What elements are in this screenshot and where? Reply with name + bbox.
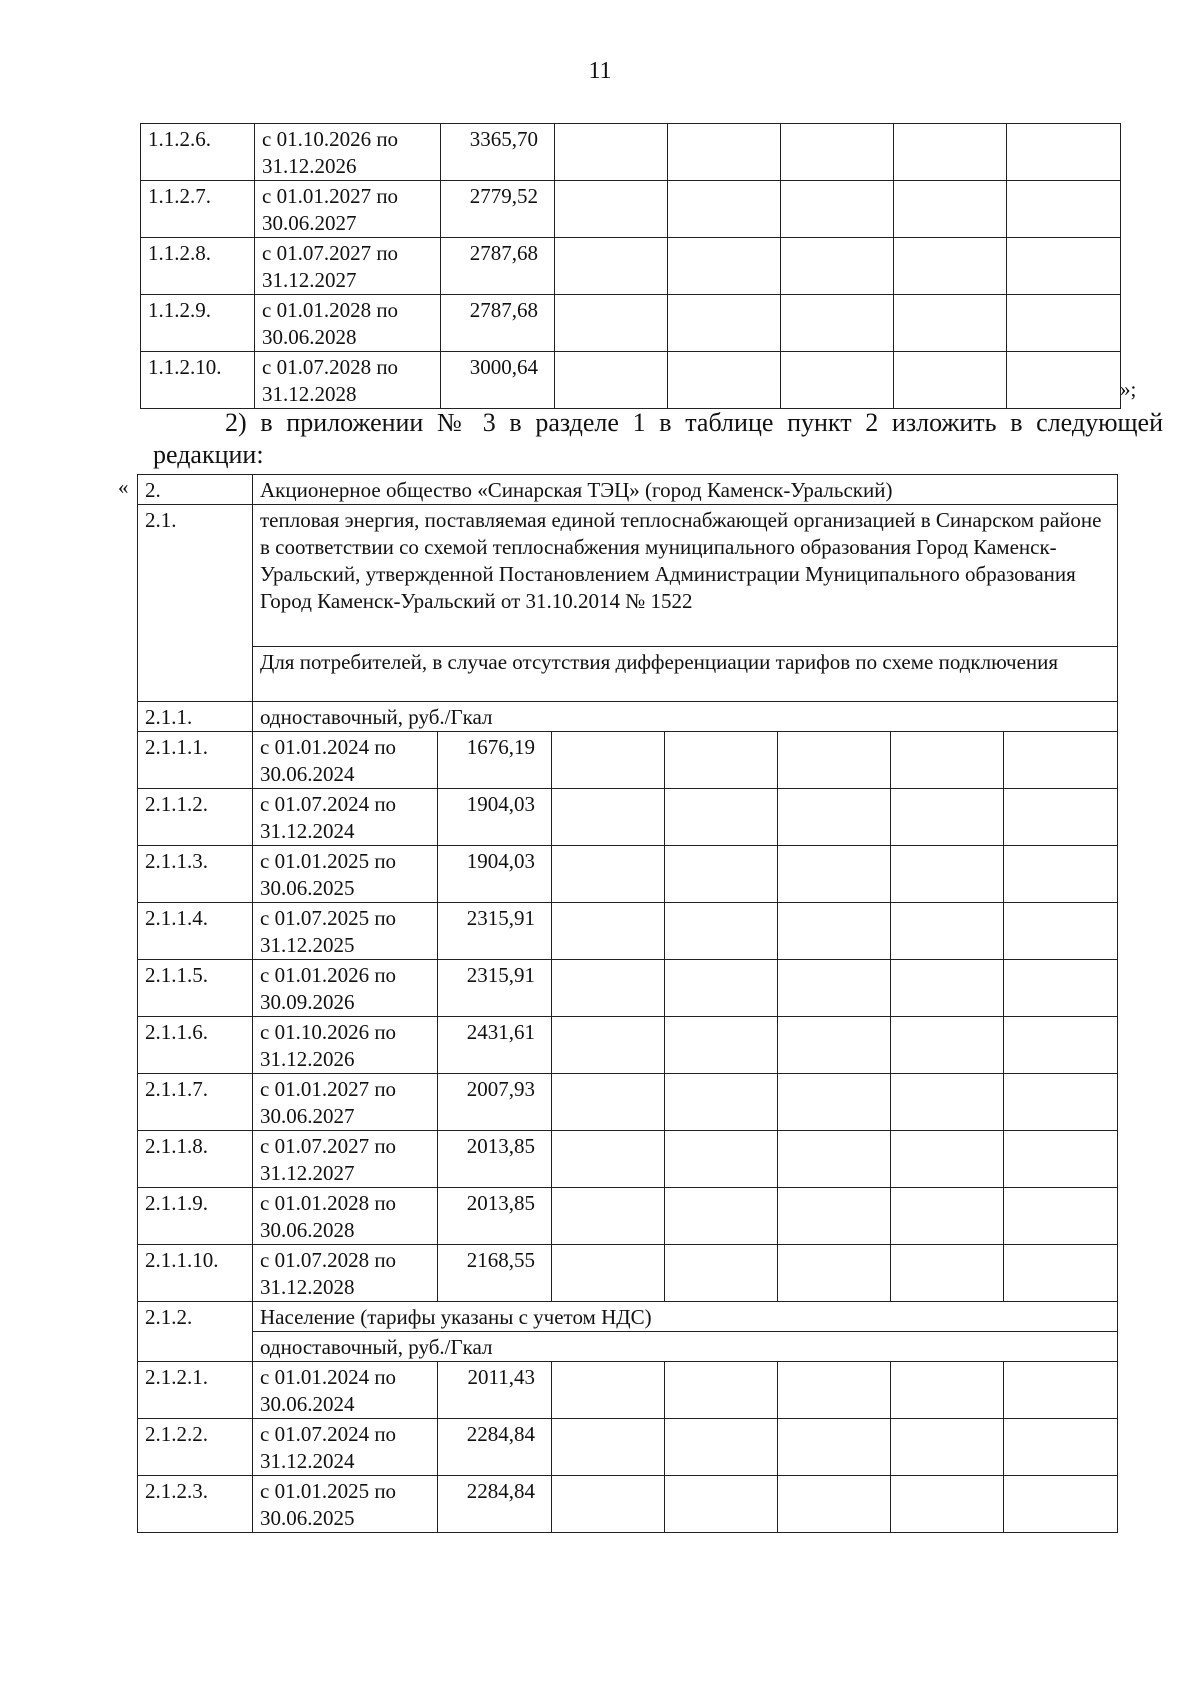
empty-cell: [665, 1017, 778, 1074]
empty-cell: [1004, 1017, 1118, 1074]
empty-cell: [552, 1419, 665, 1476]
item-2-1-1-row: [138, 702, 1118, 732]
tariff-value: 2013,85: [438, 1188, 552, 1245]
tariff-row: [138, 1074, 1118, 1131]
empty-cell: [891, 1476, 1004, 1533]
empty-cell: [891, 846, 1004, 903]
row-number: 2.1.2.2.: [138, 1419, 253, 1476]
empty-cell: [778, 1362, 891, 1419]
empty-cell: [1004, 789, 1118, 846]
tariff-value: 3365,70: [441, 124, 555, 181]
empty-cell: [1004, 1131, 1118, 1188]
empty-cell: [552, 1131, 665, 1188]
tariff-value: 1904,03: [438, 789, 552, 846]
empty-cell: [665, 789, 778, 846]
period-cell: с 01.01.2028 по 30.06.2028: [253, 1188, 438, 1245]
period-cell: с 01.10.2026 по 31.12.2026: [255, 124, 441, 181]
tariff-value: 2284,84: [438, 1476, 552, 1533]
empty-cell: [555, 238, 668, 295]
empty-cell: [891, 1131, 1004, 1188]
tariff-value: 2787,68: [441, 295, 555, 352]
empty-cell: [778, 903, 891, 960]
period-cell: с 01.01.2027 по 30.06.2027: [255, 181, 441, 238]
page-number: 11: [588, 58, 612, 84]
period-cell: с 01.07.2025 по 31.12.2025: [253, 903, 438, 960]
tariff-table-continued: [140, 123, 1121, 409]
row-number: 1.1.2.9.: [141, 295, 255, 352]
empty-cell: [1004, 1245, 1118, 1302]
empty-cell: [552, 732, 665, 789]
period-cell: с 01.07.2027 по 31.12.2027: [255, 238, 441, 295]
empty-cell: [1007, 295, 1121, 352]
tariff-row: [141, 124, 1121, 181]
item-2-1-2-number: 2.1.2.: [138, 1302, 253, 1362]
tariff-value: 2315,91: [438, 960, 552, 1017]
tariff-row: [138, 1419, 1118, 1476]
org-name: Акционерное общество «Синарская ТЭЦ» (город Каменск-Уральский): [253, 475, 1118, 505]
empty-cell: [665, 1476, 778, 1533]
empty-cell: [891, 1017, 1004, 1074]
tariff-row: [138, 1245, 1118, 1302]
empty-cell: [781, 124, 894, 181]
tariff-row: [138, 1017, 1118, 1074]
empty-cell: [891, 789, 1004, 846]
empty-cell: [552, 1476, 665, 1533]
empty-cell: [1004, 1476, 1118, 1533]
item-2-1-2-text: Население (тарифы указаны с учетом НДС): [253, 1302, 1118, 1332]
item-2-1-1-number: 2.1.1.: [138, 702, 253, 732]
row-number: 2.1.1.9.: [138, 1188, 253, 1245]
closing-quote: »;: [1120, 377, 1137, 401]
period-cell: с 01.07.2028 по 31.12.2028: [253, 1245, 438, 1302]
item-2-1-2-sub-text: одноставочный, руб./Гкал: [253, 1332, 1118, 1362]
tariff-row: [138, 903, 1118, 960]
empty-cell: [891, 903, 1004, 960]
tariff-value: 3000,64: [441, 352, 555, 409]
period-cell: с 01.01.2026 по 30.09.2026: [253, 960, 438, 1017]
empty-cell: [1007, 124, 1121, 181]
empty-cell: [891, 1074, 1004, 1131]
period-cell: с 01.01.2024 по 30.06.2024: [253, 732, 438, 789]
empty-cell: [778, 789, 891, 846]
amendment-paragraph: 2) в приложении № 3 в разделе 1 в таблице пункт 2 изложить в следующей редакции:: [153, 408, 1163, 469]
empty-cell: [668, 295, 781, 352]
tariff-value: 2007,93: [438, 1074, 552, 1131]
tariff-row: [138, 732, 1118, 789]
item-2-1-2-row: [138, 1302, 1118, 1332]
empty-cell: [552, 789, 665, 846]
empty-cell: [1004, 1362, 1118, 1419]
empty-cell: [894, 352, 1007, 409]
tariff-value: 2013,85: [438, 1131, 552, 1188]
tariff-value: 1676,19: [438, 732, 552, 789]
empty-cell: [781, 238, 894, 295]
empty-cell: [668, 124, 781, 181]
empty-cell: [668, 352, 781, 409]
row-number: 2.1.2.1.: [138, 1362, 253, 1419]
row-number: 2.1.1.3.: [138, 846, 253, 903]
period-cell: с 01.01.2024 по 30.06.2024: [253, 1362, 438, 1419]
tariff-row: [141, 295, 1121, 352]
period-cell: с 01.01.2028 по 30.06.2028: [255, 295, 441, 352]
tariff-row: [141, 238, 1121, 295]
empty-cell: [781, 295, 894, 352]
empty-cell: [778, 1074, 891, 1131]
empty-cell: [555, 181, 668, 238]
tariff-row: [138, 1188, 1118, 1245]
empty-cell: [552, 1245, 665, 1302]
tariff-value: 2284,84: [438, 1419, 552, 1476]
tariff-value: 2431,61: [438, 1017, 552, 1074]
empty-cell: [1007, 181, 1121, 238]
period-cell: с 01.01.2025 по 30.06.2025: [253, 1476, 438, 1533]
empty-cell: [555, 295, 668, 352]
tariff-table-item-2: [137, 474, 1118, 1533]
empty-cell: [552, 1074, 665, 1131]
empty-cell: [778, 1476, 891, 1533]
empty-cell: [665, 1188, 778, 1245]
empty-cell: [552, 960, 665, 1017]
row-number: 2.1.1.1.: [138, 732, 253, 789]
empty-cell: [894, 124, 1007, 181]
tariff-row: [138, 846, 1118, 903]
period-cell: с 01.10.2026 по 31.12.2026: [253, 1017, 438, 1074]
empty-cell: [552, 1188, 665, 1245]
empty-cell: [668, 181, 781, 238]
row-number: 2.1.1.2.: [138, 789, 253, 846]
empty-cell: [781, 352, 894, 409]
tariff-row: [138, 1131, 1118, 1188]
empty-cell: [665, 1074, 778, 1131]
empty-cell: [891, 1245, 1004, 1302]
empty-cell: [665, 846, 778, 903]
item-2-1-row: [138, 505, 1118, 647]
empty-cell: [555, 352, 668, 409]
empty-cell: [781, 181, 894, 238]
period-cell: с 01.07.2024 по 31.12.2024: [253, 1419, 438, 1476]
empty-cell: [778, 732, 891, 789]
row-number: 1.1.2.10.: [141, 352, 255, 409]
item-2-1-text: тепловая энергия, поставляемая единой теплоснабжающей организацией в Синарском районе в соответствии со схемой теплоснабжения муниципального образования Город Каменск-Уральский, утвержденной Постановлением Администрации Муниципального образования Город Каменск-Уральский от 31.10.2014 № 1522: [253, 505, 1118, 647]
empty-cell: [894, 238, 1007, 295]
empty-cell: [555, 124, 668, 181]
row-number: 1.1.2.6.: [141, 124, 255, 181]
empty-cell: [778, 1017, 891, 1074]
empty-cell: [891, 960, 1004, 1017]
tariff-value: 2168,55: [438, 1245, 552, 1302]
empty-cell: [552, 1362, 665, 1419]
period-cell: с 01.01.2025 по 30.06.2025: [253, 846, 438, 903]
table1-body: [141, 124, 1121, 409]
empty-cell: [778, 846, 891, 903]
tariff-row: [138, 960, 1118, 1017]
item-2-1-1-text: одноставочный, руб./Гкал: [253, 702, 1118, 732]
empty-cell: [552, 903, 665, 960]
empty-cell: [1007, 352, 1121, 409]
empty-cell: [778, 1419, 891, 1476]
tariff-value: 2779,52: [441, 181, 555, 238]
item-2-1-2-sub-row: [138, 1332, 1118, 1362]
tariff-row: [138, 789, 1118, 846]
tariff-row: [141, 352, 1121, 409]
empty-cell: [665, 903, 778, 960]
period-cell: с 01.07.2027 по 31.12.2027: [253, 1131, 438, 1188]
empty-cell: [891, 1362, 1004, 1419]
empty-cell: [552, 846, 665, 903]
tariff-row: [138, 1476, 1118, 1533]
period-cell: с 01.07.2028 по 31.12.2028: [255, 352, 441, 409]
row-number: 2.1.1.4.: [138, 903, 253, 960]
item-2-1-number: 2.1.: [138, 505, 253, 702]
empty-cell: [894, 295, 1007, 352]
empty-cell: [778, 1188, 891, 1245]
row-number: 2.1.1.10.: [138, 1245, 253, 1302]
empty-cell: [1004, 1419, 1118, 1476]
consumers-row: [138, 647, 1118, 702]
empty-cell: [1004, 732, 1118, 789]
row-number: 1.1.2.8.: [141, 238, 255, 295]
org-row: [138, 475, 1118, 505]
empty-cell: [1004, 846, 1118, 903]
row-number: 2.1.1.8.: [138, 1131, 253, 1188]
empty-cell: [1004, 1074, 1118, 1131]
empty-cell: [665, 1245, 778, 1302]
tariff-value: 2787,68: [441, 238, 555, 295]
empty-cell: [1004, 1188, 1118, 1245]
empty-cell: [1004, 960, 1118, 1017]
empty-cell: [665, 732, 778, 789]
consumers-text: Для потребителей, в случае отсутствия дифференциации тарифов по схеме подключения: [253, 647, 1118, 702]
period-cell: с 01.01.2027 по 30.06.2027: [253, 1074, 438, 1131]
empty-cell: [1004, 903, 1118, 960]
opening-quote: «: [118, 475, 129, 499]
period-cell: с 01.07.2024 по 31.12.2024: [253, 789, 438, 846]
tariff-value: 2315,91: [438, 903, 552, 960]
tariff-row: [141, 181, 1121, 238]
empty-cell: [552, 1017, 665, 1074]
tariff-value: 2011,43: [438, 1362, 552, 1419]
tariff-row: [138, 1362, 1118, 1419]
empty-cell: [894, 181, 1007, 238]
empty-cell: [665, 1419, 778, 1476]
empty-cell: [665, 1362, 778, 1419]
empty-cell: [891, 732, 1004, 789]
org-number: 2.: [138, 475, 253, 505]
table2-body: [138, 475, 1118, 1533]
row-number: 2.1.1.6.: [138, 1017, 253, 1074]
row-number: 2.1.1.7.: [138, 1074, 253, 1131]
empty-cell: [778, 960, 891, 1017]
empty-cell: [668, 238, 781, 295]
row-number: 1.1.2.7.: [141, 181, 255, 238]
empty-cell: [778, 1245, 891, 1302]
empty-cell: [891, 1419, 1004, 1476]
empty-cell: [1007, 238, 1121, 295]
tariff-value: 1904,03: [438, 846, 552, 903]
row-number: 2.1.2.3.: [138, 1476, 253, 1533]
empty-cell: [665, 960, 778, 1017]
row-number: 2.1.1.5.: [138, 960, 253, 1017]
empty-cell: [891, 1188, 1004, 1245]
empty-cell: [665, 1131, 778, 1188]
empty-cell: [778, 1131, 891, 1188]
